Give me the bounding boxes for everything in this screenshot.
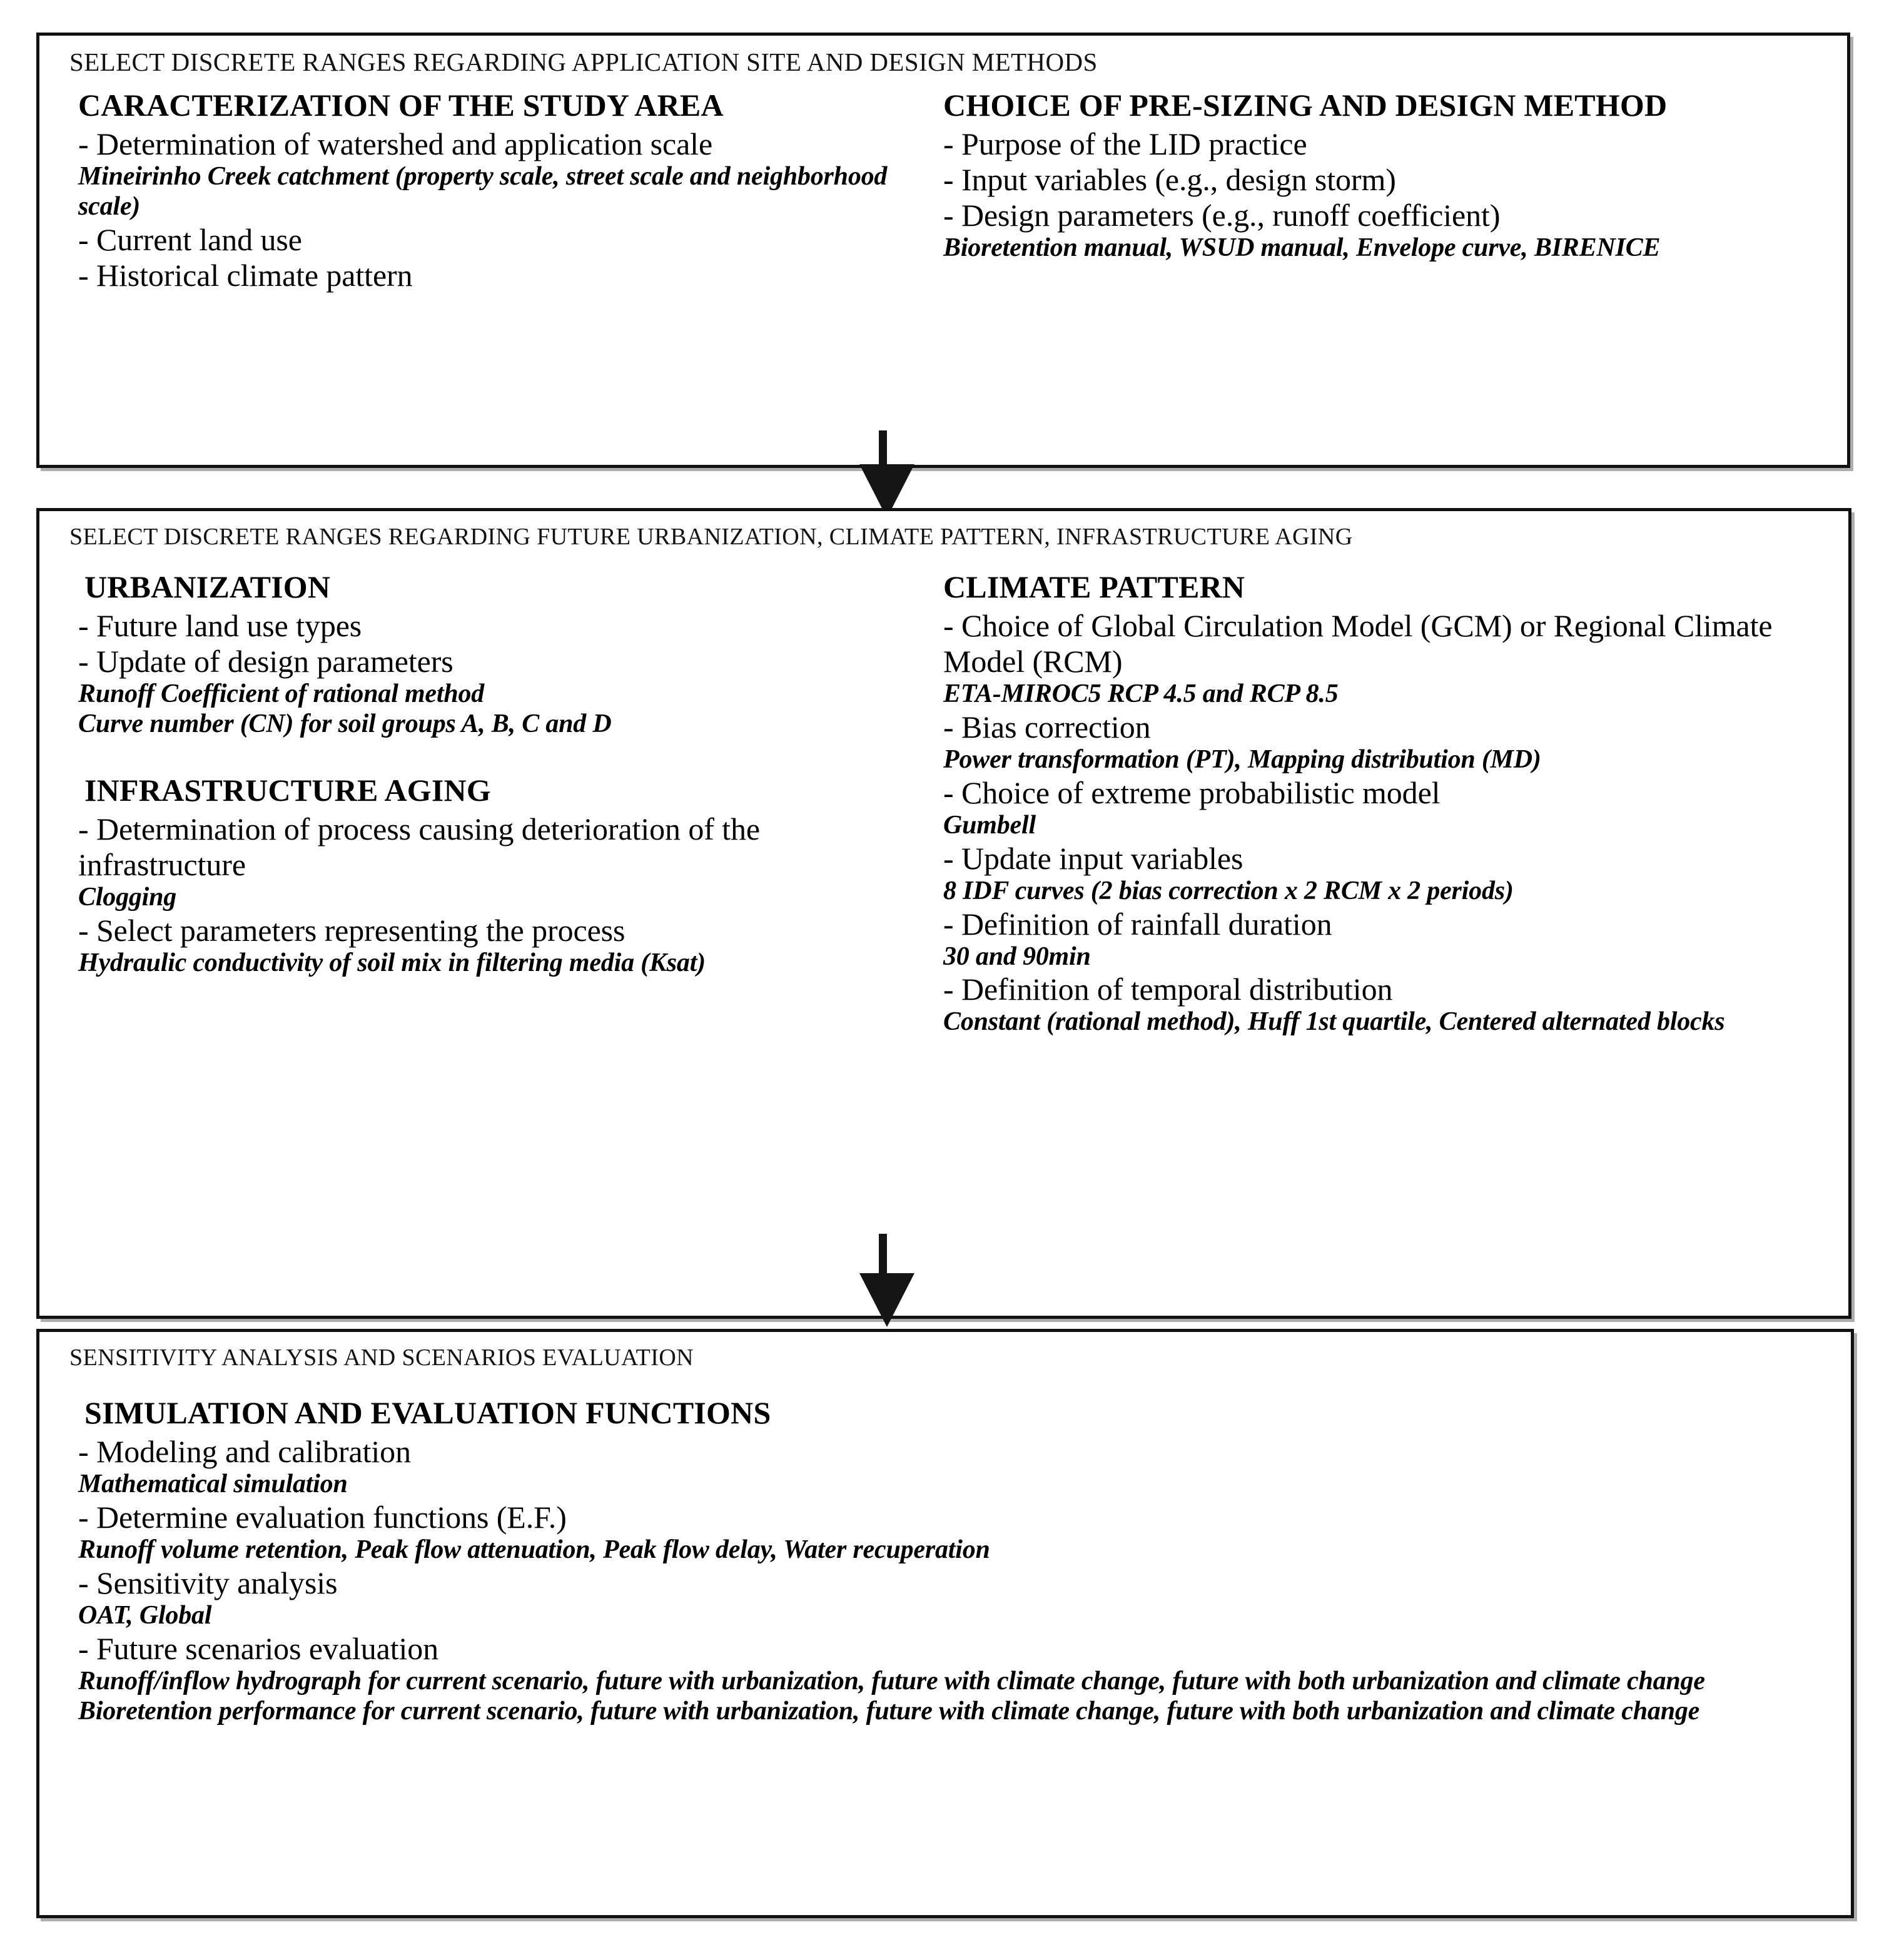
section-heading: CHOICE OF PRE-SIZING AND DESIGN METHOD: [943, 88, 1668, 123]
column-climate-pattern: [943, 569, 1819, 1037]
bullet-item: - Determine evaluation functions (E.F.): [78, 1499, 567, 1535]
box-caption: SENSITIVITY ANALYSIS AND SCENARIOS EVALUATION: [69, 1344, 694, 1371]
bullet-item: - Input variables (e.g., design storm): [943, 162, 1396, 197]
bullet-item: - Future scenarios evaluation: [78, 1630, 439, 1666]
bullet-item: - Historical climate pattern: [78, 257, 413, 293]
stage-box-application-site: [36, 33, 1850, 468]
box-caption: SELECT DISCRETE RANGES REGARDING FUTURE URBANIZATION, CLIMATE PATTERN, INFRASTRUCTURE AGING: [69, 524, 1353, 550]
note-item: Constant (rational method), Huff 1st quartile, Centered alternated blocks: [943, 1007, 1725, 1037]
note-item: Clogging: [78, 882, 177, 912]
section-heading: URBANIZATION: [84, 569, 331, 604]
bullet-item: - Update of design parameters: [78, 644, 453, 679]
bullet-item: - Design parameters (e.g., runoff coefficient): [943, 198, 1501, 233]
note-item: Runoff volume retention, Peak flow attenuation, Peak flow delay, Water recuperation: [78, 1535, 990, 1564]
down-arrow-icon: [859, 1273, 914, 1327]
stage-box-sensitivity-and-scenarios: [36, 1329, 1854, 1918]
bullet-item: - Definition of rainfall duration: [943, 906, 1332, 942]
section-heading: CARACTERIZATION OF THE STUDY AREA: [78, 88, 724, 123]
column-caracterization-of-study-area: [78, 87, 916, 293]
box-caption: SELECT DISCRETE RANGES REGARDING APPLICATION SITE AND DESIGN METHODS: [69, 48, 1098, 76]
note-item: Runoff Coefficient of rational method: [78, 679, 485, 708]
note-item: Bioretention manual, WSUD manual, Envelope curve, BIRENICE: [943, 233, 1661, 262]
bullet-item: - Sensitivity analysis: [78, 1565, 338, 1600]
column-simulation-and-evaluation-functions: [78, 1395, 1811, 1726]
bullet-item: - Select parameters representing the process: [78, 912, 625, 948]
note-item: Curve number (CN) for soil groups A, B, C and D: [78, 709, 612, 738]
column-choice-of-presizing-and-design-method: [943, 87, 1813, 263]
column-urbanization-and-infrastructure-aging: [78, 569, 916, 978]
note-item: Gumbell: [943, 810, 1036, 840]
bullet-item: - Modeling and calibration: [78, 1434, 411, 1469]
bullet-item: - Definition of temporal distribution: [943, 972, 1393, 1007]
bullet-item: - Choice of Global Circulation Model (GCM) or Regional Climate Model (RCM): [943, 608, 1773, 679]
bullet-item: - Determination of process causing deterioration of the infrastructure: [78, 811, 760, 882]
section-heading: INFRASTRUCTURE AGING: [84, 772, 491, 808]
note-item: 30 and 90min: [943, 942, 1091, 971]
bullet-item: - Purpose of the LID practice: [943, 126, 1307, 161]
bullet-item: - Update input variables: [943, 840, 1243, 876]
note-item: Mathematical simulation: [78, 1470, 348, 1498]
bullet-item: - Future land use types: [78, 608, 362, 643]
bullet-item: - Choice of extreme probabilistic model: [943, 775, 1441, 810]
section-heading: CLIMATE PATTERN: [943, 569, 1245, 604]
note-item: Bioretention performance for current scenario, future with urbanization, future with climate change, future with both urbanization and climate change: [78, 1696, 1700, 1726]
bullet-item: - Bias correction: [943, 709, 1151, 745]
bullet-item: - Current land use: [78, 221, 302, 257]
note-item: Mineirinho Creek catchment (property scale, street scale and neighborhood scale): [78, 162, 888, 221]
section-spacer: [78, 740, 916, 772]
section-heading: SIMULATION AND EVALUATION FUNCTIONS: [84, 1395, 771, 1430]
note-item: ETA-MIROC5 RCP 4.5 and RCP 8.5: [943, 679, 1339, 708]
stage-box-future-scenarios-ranges: [36, 508, 1851, 1319]
note-item: Runoff/inflow hydrograph for current scenario, future with urbanization, future with climate change, future with both urbanization and climate change: [78, 1666, 1705, 1695]
note-item: Hydraulic conductivity of soil mix in filtering media (Ksat): [78, 948, 706, 977]
bullet-item: - Determination of watershed and application scale: [78, 126, 713, 161]
note-item: 8 IDF curves (2 bias correction x 2 RCM x 2 periods): [943, 876, 1514, 905]
note-item: Power transformation (PT), Mapping distribution (MD): [943, 745, 1541, 774]
note-item: OAT, Global: [78, 1600, 212, 1630]
